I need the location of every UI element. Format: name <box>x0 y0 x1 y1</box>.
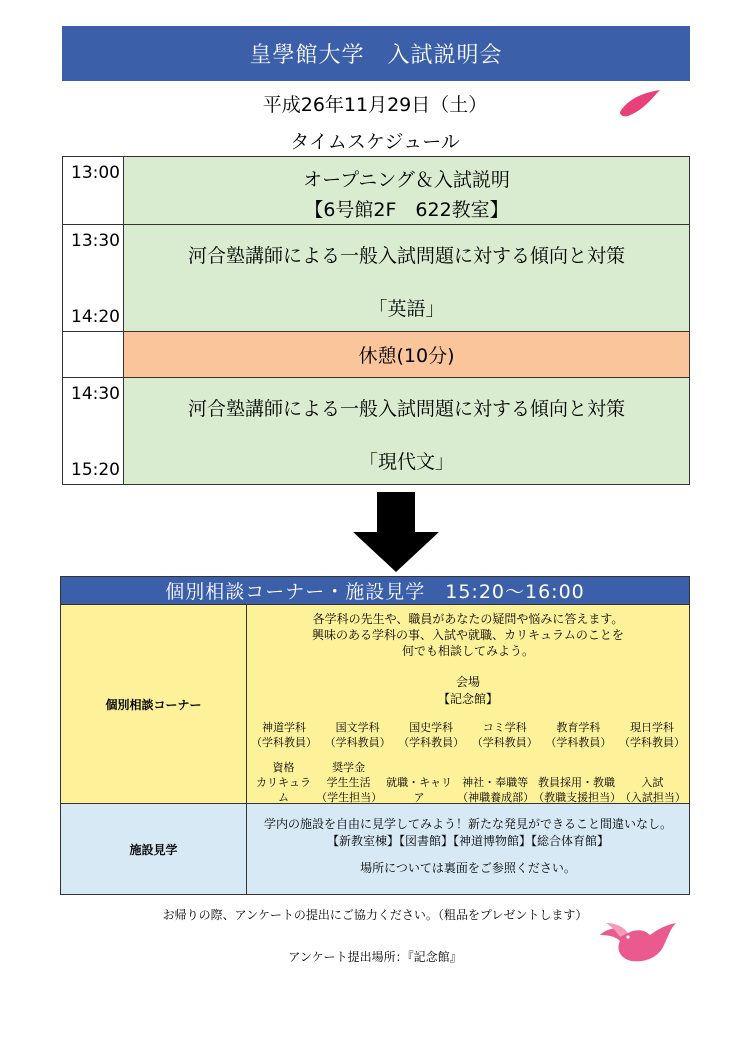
dept-row <box>247 720 689 750</box>
dept-item: 国史学科 （学科教員） <box>398 721 465 749</box>
tour-line: 学内の施設を自由に見学してみよう！新たな発見ができること間違いなし。 <box>263 817 672 831</box>
session-cell <box>124 225 690 332</box>
tour-facilities: 【新教室棟】【図書館】【神道博物館】【総合体育館】 <box>326 834 609 848</box>
venue-label: 会場 <box>455 675 480 689</box>
corner-desc-line: 各学科の先生や、職員があなたの疑問や悩みに答えます。 <box>312 612 624 626</box>
consult-corner-body <box>247 605 689 803</box>
survey-location: アンケート提出場所：『記念館』 <box>288 950 462 964</box>
session-cell <box>124 157 690 225</box>
page-title: 皇學館大学 入試説明会 <box>62 26 690 81</box>
schedule-row <box>63 332 690 378</box>
dept-item: コミ学科 （学科教員） <box>471 721 538 749</box>
consult-corner-row <box>61 604 689 803</box>
facility-tour-body <box>247 804 689 894</box>
start-time: 14:30 <box>71 384 120 404</box>
corner-desc-line: 何でも相談してみよう。 <box>401 644 534 658</box>
dept-item: 教育学科 （学科教員） <box>545 721 612 749</box>
time-cell <box>63 378 124 485</box>
consult-section <box>60 576 690 895</box>
corner-desc-line: 興味のある学科の事、入試や就職、カリキュラムのことを <box>312 628 624 642</box>
session-subject: 「現代文」 <box>358 451 454 473</box>
dept-item: 現日学科 （学科教員） <box>618 721 685 749</box>
session-title: オープニング＆入試説明 <box>303 169 510 191</box>
tour-note: 場所については裏面をご参照ください。 <box>360 861 576 875</box>
staff-item: 資格 カリキュラム <box>256 761 312 804</box>
dept-item: 神道学科 （学科教員） <box>251 721 317 749</box>
session-subject: 「英語」 <box>368 298 445 320</box>
staff-item: 就職・キャリア <box>386 776 453 804</box>
facility-tour-row <box>61 803 689 894</box>
staff-item: 入試 （入試担当） <box>619 776 686 804</box>
time-cell <box>63 225 124 332</box>
schedule-row <box>63 157 690 225</box>
bird-mascot-icon <box>598 915 678 965</box>
end-time: 15:20 <box>71 460 120 480</box>
staff-item: 神社・奉職等 （神職養成部） <box>457 776 535 804</box>
session-title: 河合塾講師による一般入試問題に対する傾向と対策 <box>187 398 625 420</box>
staff-item: 奨学金 学生生活 （学生担当） <box>316 761 383 804</box>
time-cell <box>63 157 124 225</box>
consult-heading: 個別相談コーナー・施設見学 15:20～16:00 <box>61 577 689 604</box>
event-date: 平成26年11月29日（土） <box>262 94 488 116</box>
arrow-down-icon <box>351 492 441 572</box>
dept-item: 国文学科 （学科教員） <box>324 721 391 749</box>
session-cell <box>124 378 690 485</box>
start-time: 13:30 <box>71 231 120 251</box>
facility-tour-label: 施設見学 <box>61 804 247 894</box>
session-room: 【6号館2F 622教室】 <box>304 199 509 221</box>
staff-item: 教員採用・教職 （教職支援担当） <box>533 776 622 804</box>
session-title: 河合塾講師による一般入試問題に対する傾向と対策 <box>187 245 625 267</box>
end-time: 14:20 <box>71 307 120 327</box>
schedule-row <box>63 378 690 485</box>
schedule-table <box>62 156 690 485</box>
schedule-heading: タイムスケジュール <box>290 131 460 153</box>
venue-name: 【記念館】 <box>437 692 498 706</box>
start-time: 13:00 <box>71 163 120 183</box>
survey-note: お帰りの際、アンケートの提出にご協力ください。（粗品をプレゼントします） <box>162 908 588 922</box>
consult-corner-label: 個別相談コーナー <box>61 605 247 803</box>
time-cell <box>63 332 124 378</box>
break-cell: 休憩(10分) <box>124 332 690 378</box>
schedule-row <box>63 225 690 332</box>
